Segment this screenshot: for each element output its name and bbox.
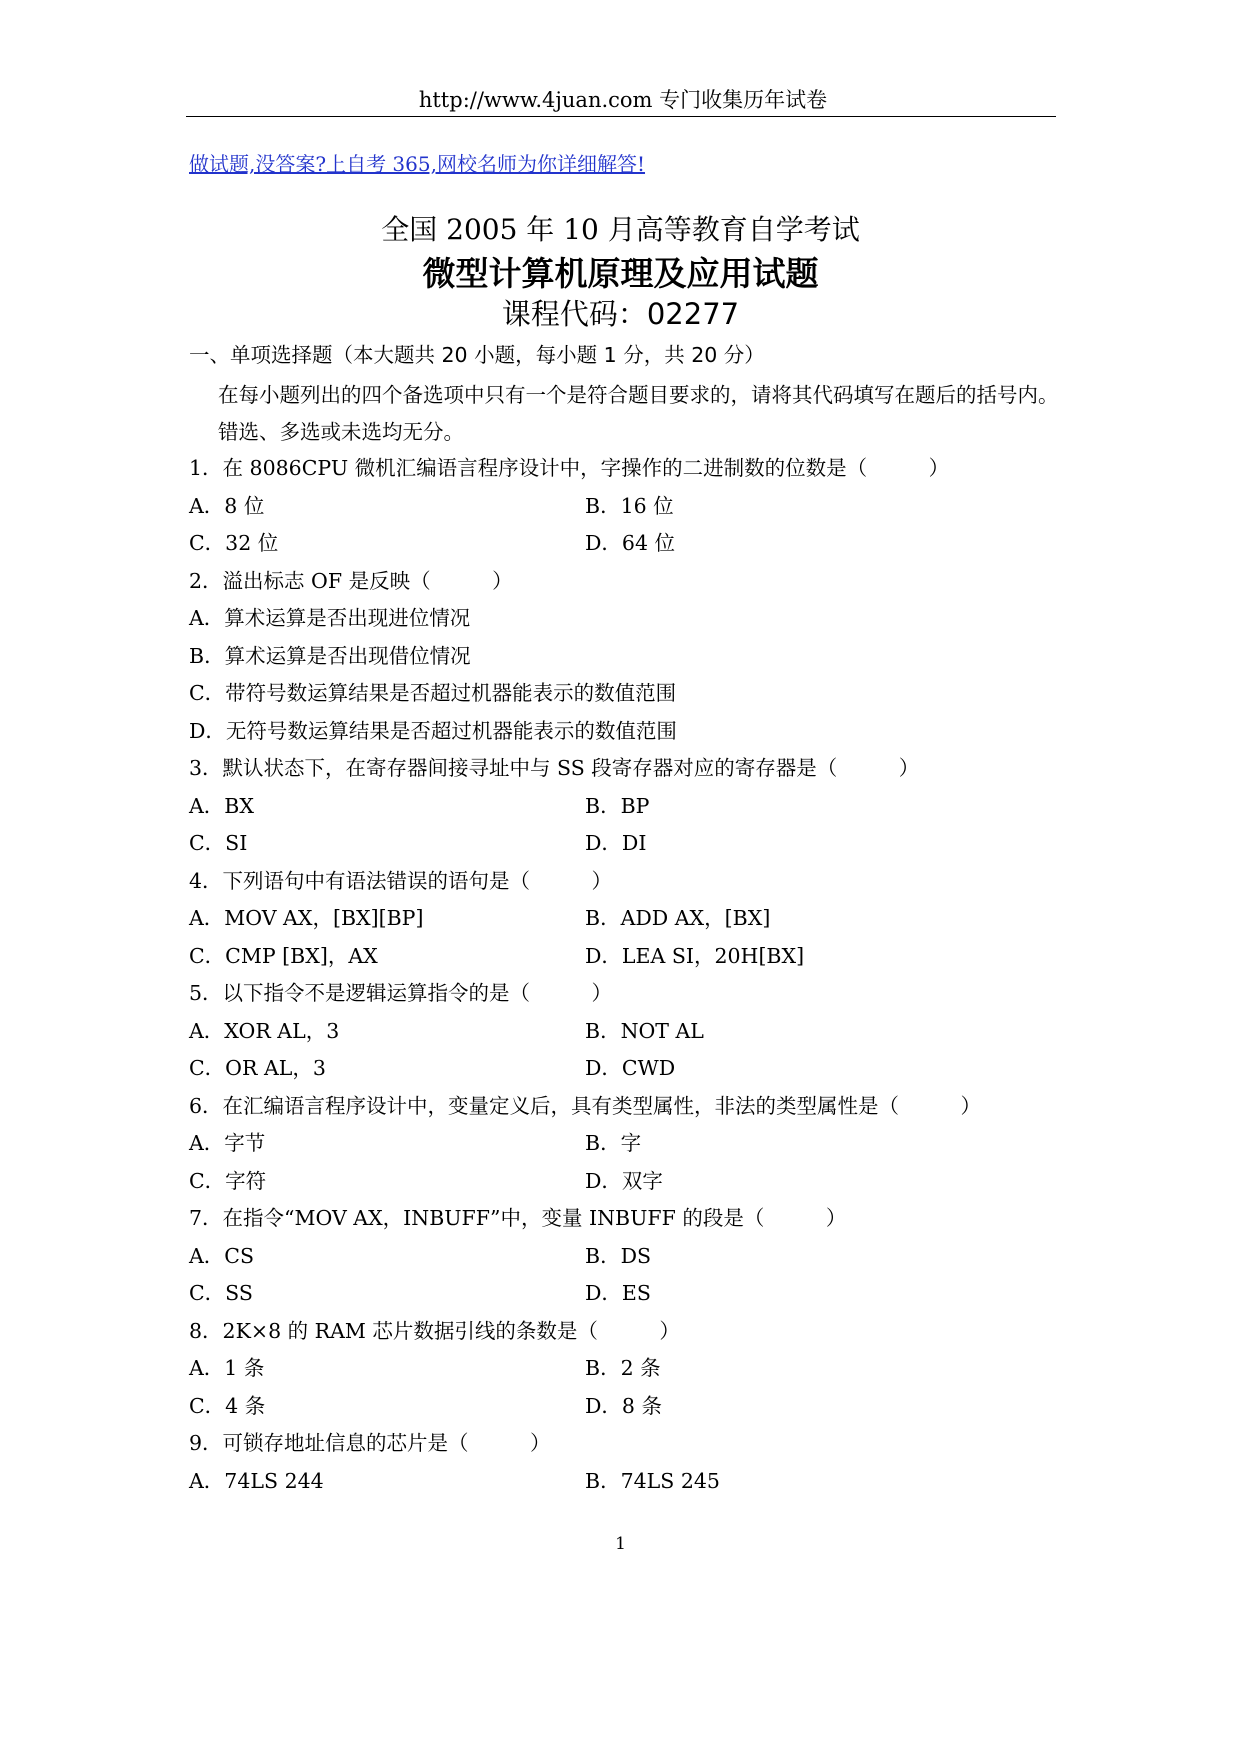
answer-option: A．1 条: [189, 1356, 265, 1380]
section-instruction: 在每小题列出的四个备选项中只有一个是符合题目要求的，请将其代码填写在题后的括号内。错选、多选或未选均无分。: [218, 383, 1059, 444]
answer-option: D．8 条: [585, 1393, 662, 1418]
option-row: [189, 1050, 1059, 1088]
answer-option: B．NOT AL: [585, 1018, 704, 1043]
answer-option: C．SS: [189, 1281, 253, 1305]
option-row: [189, 1238, 1059, 1276]
option-row: [189, 1350, 1059, 1388]
option-row: [189, 525, 1059, 563]
option-row: [189, 900, 1059, 938]
option-row: [189, 1275, 1059, 1313]
section-heading: 一、单项选择题（本大题共 20 小题，每小题 1 分，共 20 分）: [189, 343, 765, 367]
question-list: [189, 450, 1059, 1500]
option-row: [189, 788, 1059, 826]
answer-option: B．算术运算是否出现借位情况: [189, 643, 471, 668]
question-stem: 2．溢出标志 OF 是反映（ ）: [189, 568, 513, 593]
page-number: 1: [615, 1534, 626, 1554]
option-row: [189, 1388, 1059, 1426]
option-row: [189, 938, 1059, 976]
question-stem: 7．在指令“MOV AX，INBUFF”中，变量 INBUFF 的段是（ ）: [189, 1206, 847, 1230]
answer-option: B．DS: [585, 1243, 652, 1268]
option-row: [189, 1013, 1059, 1051]
answer-option: D．ES: [585, 1281, 651, 1305]
question-stem: 3．默认状态下，在寄存器间接寻址中与 SS 段寄存器对应的寄存器是（ ）: [189, 756, 920, 780]
question-stem: 4．下列语句中有语法错误的语句是（ ）: [189, 868, 613, 893]
promo-link[interactable]: 做试题,没答案?上自考 365,网校名师为你详细解答!: [189, 152, 646, 176]
answer-option: C．字符: [189, 1168, 267, 1193]
answer-option: D．64 位: [585, 531, 676, 555]
question-stem: 6．在汇编语言程序设计中，变量定义后，具有类型属性，非法的类型属性是（ ）: [189, 1093, 982, 1118]
question-stem: 8．2K×8 的 RAM 芯片数据引线的条数是（ ）: [189, 1318, 680, 1343]
answer-option: B．74LS 245: [585, 1468, 720, 1493]
header-divider: [186, 116, 1056, 117]
option-row: [189, 1125, 1059, 1163]
answer-option: A．8 位: [189, 493, 265, 518]
course-code: 课程代码：02277: [501, 297, 740, 331]
answer-option: B．ADD AX，[BX]: [585, 906, 771, 930]
answer-option: C．带符号数运算结果是否超过机器能表示的数值范围: [189, 681, 677, 705]
exam-subject: 微型计算机原理及应用试题: [422, 254, 819, 293]
answer-option: D．DI: [585, 831, 647, 855]
answer-option: D．CWD: [585, 1056, 676, 1080]
question-stem: 9．可锁存地址信息的芯片是（ ）: [189, 1431, 551, 1455]
answer-option: C．32 位: [189, 531, 279, 555]
answer-option: A．字节: [189, 1131, 266, 1155]
answer-option: D．双字: [585, 1168, 663, 1193]
question-stem: 5．以下指令不是逻辑运算指令的是（ ）: [189, 981, 613, 1005]
answer-option: D．无符号数运算结果是否超过机器能表示的数值范围: [189, 718, 677, 743]
answer-option: A．MOV AX，[BX][BP]: [189, 906, 424, 930]
option-row: [189, 1463, 1059, 1501]
option-row: [189, 825, 1059, 863]
option-row: [189, 488, 1059, 526]
answer-option: B．字: [585, 1131, 642, 1155]
option-row: [189, 1163, 1059, 1201]
page-header: http://www.4juan.com 专门收集历年试卷: [418, 88, 828, 112]
answer-option: D．LEA SI，20H[BX]: [585, 943, 805, 968]
answer-option: C．CMP [BX]，AX: [189, 943, 378, 968]
answer-option: A．算术运算是否出现进位情况: [189, 606, 471, 630]
question-stem: 1．在 8086CPU 微机汇编语言程序设计中，字操作的二进制数的位数是（ ）: [189, 456, 950, 480]
answer-option: C．4 条: [189, 1393, 266, 1418]
answer-option: C．OR AL，3: [189, 1056, 326, 1080]
answer-option: A．BX: [189, 793, 254, 818]
answer-option: B．16 位: [585, 493, 674, 518]
answer-option: A．XOR AL，3: [189, 1018, 340, 1043]
answer-option: B．BP: [585, 793, 650, 818]
answer-option: C．SI: [189, 831, 248, 855]
answer-option: A．CS: [189, 1243, 255, 1268]
answer-option: A．74LS 244: [189, 1468, 324, 1493]
exam-title: 全国 2005 年 10 月高等教育自学考试: [381, 213, 860, 246]
answer-option: B．2 条: [585, 1356, 661, 1380]
